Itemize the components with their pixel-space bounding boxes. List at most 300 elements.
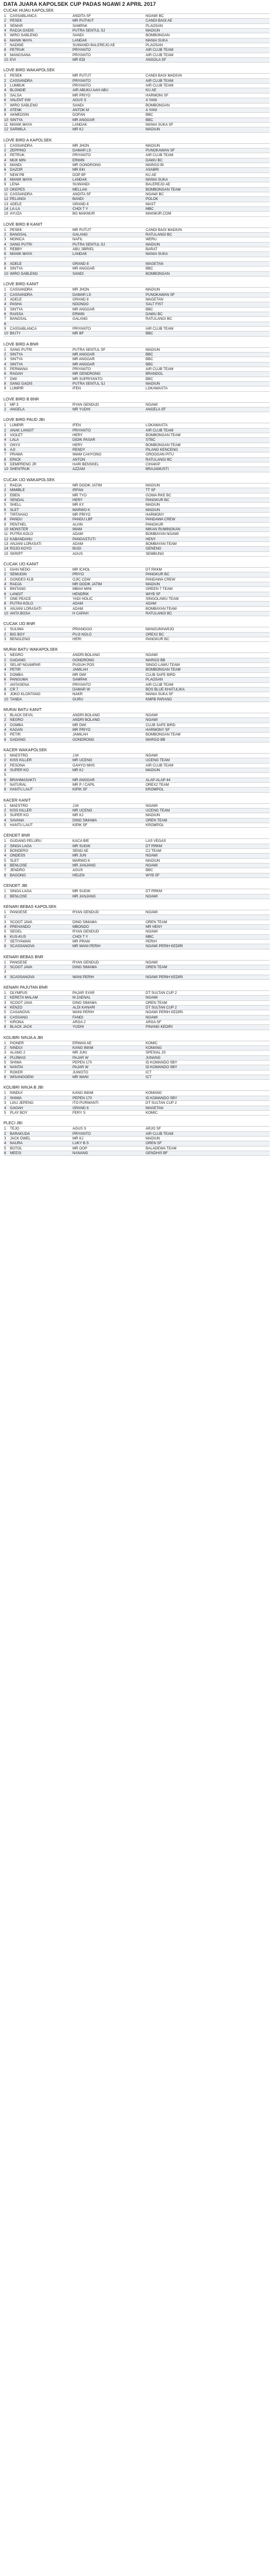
owner-cell: IRFAN [73, 488, 84, 493]
bird-name-cell: NEW PB [10, 172, 25, 177]
team-cell: MADIUN [146, 29, 160, 33]
owner-cell: IFEN [73, 423, 81, 428]
table-row [4, 267, 270, 271]
team-cell: UCENG TEAM [146, 809, 170, 813]
section-title: KENARI PAJUTAN BNR [4, 985, 48, 990]
owner-cell: RYAN GENDUD [73, 960, 99, 965]
table-row [4, 362, 270, 367]
bird-name-cell: PANDU [10, 517, 23, 522]
team-cell: OREN TEAM [146, 818, 167, 823]
bird-name-cell: PUTRA KOLO [10, 602, 33, 606]
owner-cell: WANI PERIH [73, 975, 94, 979]
owner-cell: SUWANDI [73, 182, 89, 187]
rank-cell: 6 [4, 372, 6, 377]
team-cell: BOMBAYAN NGAWI [146, 532, 179, 537]
rank-cell: 8 [4, 108, 6, 112]
results-table [4, 652, 270, 702]
team-cell: CIHAKIP [146, 462, 160, 467]
rank-cell: 6 [4, 934, 6, 939]
rank-cell: 10 [4, 187, 8, 192]
bird-name-cell: SHIWA [10, 1061, 22, 1065]
bird-name-cell: SCOOT JAVA [10, 920, 33, 924]
bird-name-cell: TEJO [10, 1127, 19, 1131]
team-cell: OREN TEAM [146, 1000, 167, 1005]
bird-name-cell: KERETA MALAM [10, 996, 38, 1000]
bird-name-cell: BOTOL [10, 1146, 22, 1151]
section-title: LOVE BIRD A BNR [4, 342, 39, 347]
owner-cell: ANDRI BOLANG [73, 653, 100, 658]
bird-name-cell: NEGRO [10, 718, 23, 723]
results-table [4, 227, 270, 277]
results-table [4, 960, 270, 980]
team-cell: MARGO BB [146, 658, 166, 662]
bird-name-cell: NADINE [10, 43, 24, 48]
table-row [4, 733, 270, 737]
team-cell: MADIUN [146, 813, 160, 818]
team-cell: BOMBONGAN TEAM [146, 668, 181, 672]
rank-cell: 1 [4, 227, 6, 232]
rank-cell: 11 [4, 122, 8, 127]
team-cell: SINGOLAWU TEAM [146, 597, 179, 602]
rank-cell: 5 [4, 33, 6, 38]
results-section [4, 417, 270, 472]
table-row [4, 1147, 270, 1151]
bird-name-cell: CR 7 [10, 687, 19, 692]
results-table [4, 1090, 270, 1116]
table-row [4, 197, 270, 202]
owner-cell: GURU [73, 697, 84, 702]
section-title: KACER KANIT [4, 798, 31, 803]
team-cell: KU AE [146, 172, 157, 177]
bird-name-cell: OLYMPUS [10, 990, 27, 995]
rank-cell: 8 [4, 382, 6, 386]
results-table [4, 73, 270, 132]
owner-cell: KIPIK SF [73, 788, 88, 792]
table-row [4, 783, 270, 788]
table-row [4, 237, 270, 242]
team-cell: BALADEWA TEAM [146, 1146, 177, 1151]
rank-cell: 8 [4, 262, 6, 267]
team-cell: BOMBAYAN TEAM [146, 606, 177, 611]
table-row [4, 74, 270, 78]
rank-cell: 1 [4, 567, 6, 572]
bird-name-cell: KISS KILLER [10, 809, 32, 813]
owner-cell: J.M [73, 803, 78, 808]
rank-cell: 1 [4, 910, 6, 914]
team-cell: JUNANG [146, 1055, 161, 1060]
bird-name-cell: SCOOT JAVA [10, 1000, 33, 1005]
team-cell: NGAWI PERIH KEDIRI [146, 944, 183, 949]
results-table [4, 13, 270, 63]
bird-name-cell: KABANDANU [10, 537, 33, 541]
owner-cell: MR WANI PERIH [73, 944, 101, 949]
rank-cell: 6 [4, 778, 6, 782]
rank-cell: 8 [4, 322, 6, 326]
rank-cell: 2 [4, 718, 6, 723]
bird-name-cell: WIRO SABLENG [10, 33, 38, 38]
results-section [4, 904, 270, 949]
team-cell: MR HENY [146, 924, 163, 929]
team-cell: OREN TEAM [146, 920, 167, 924]
owner-cell: J.M [73, 753, 78, 758]
bird-name-cell: LALA [10, 438, 19, 443]
team-cell: ICT [146, 1070, 152, 1075]
bird-name-cell: GIAN NEDO [10, 567, 30, 572]
table-row [4, 382, 270, 386]
team-cell: DAWU BC [146, 158, 163, 163]
team-cell: NGAWI [146, 960, 158, 965]
bird-name-cell: SUPER KO [10, 768, 29, 772]
team-cell: CANDI BAGI MADIUN [146, 227, 182, 232]
bird-name-cell: ANJANI LORASATI [10, 541, 42, 546]
bird-name-cell: PUTRA KOLO [10, 532, 33, 537]
owner-cell: MR GENDRONG [73, 372, 101, 377]
owner-cell: FERY S [73, 1110, 86, 1115]
table-row [4, 103, 270, 108]
owner-cell: AGUS [73, 551, 83, 556]
table-row [4, 1127, 270, 1131]
rank-cell: 5 [4, 93, 6, 98]
team-cell: CANDI BAGI AE [146, 19, 173, 23]
team-cell: NGAWI [146, 753, 158, 758]
owner-cell: YADI HOLIC [73, 597, 93, 602]
owner-cell: AGUS S [73, 98, 87, 103]
results-table [4, 402, 270, 413]
team-cell: PUNOKAWAN SF [146, 292, 175, 297]
table-row [4, 367, 270, 372]
team-cell: C2 TEAM [146, 849, 161, 854]
owner-cell: ADAM [73, 541, 83, 546]
table-row [4, 508, 270, 513]
team-cell: ASABRI [146, 168, 159, 172]
team-cell: GENDHIS BF [146, 1151, 168, 1155]
owner-cell: RYAN GENDUD [73, 930, 99, 934]
owner-cell: GAHYO MHS [73, 763, 95, 768]
owner-cell: PUJI NOLO [73, 632, 92, 637]
rank-cell: 9 [4, 267, 6, 271]
team-cell: POLOK [146, 197, 159, 202]
bird-name-cell: PERMANA [10, 367, 28, 371]
bird-name-cell: DWI [10, 377, 18, 381]
team-cell: MARGO BB [146, 737, 166, 742]
results-table [4, 910, 270, 949]
team-cell: MAKMUR.COM [146, 212, 171, 216]
rank-cell: 4 [4, 1055, 6, 1060]
rank-cell: 4 [4, 668, 6, 672]
bird-name-cell: SINTYA [10, 362, 23, 367]
team-cell: BOS BLUE KHATULIKA [146, 687, 185, 692]
team-cell: KROMPOL [146, 823, 164, 828]
team-cell: TT SF [146, 488, 156, 493]
rank-cell: 8 [4, 602, 6, 606]
table-row [4, 252, 270, 257]
owner-cell: NANANG [73, 1151, 88, 1155]
owner-cell: PEPEN 170 [73, 1061, 92, 1065]
results-table [4, 753, 270, 793]
team-cell: MADIUN [146, 382, 160, 386]
section-title: LOVE BIRD A KAPOLSEK [4, 138, 52, 143]
team-cell: PANGKUR BC [146, 637, 170, 642]
section-title: CUCAK IJO WAKAPOLSEK [4, 478, 55, 482]
rank-cell: 2 [4, 1096, 6, 1100]
team-cell: MBC [146, 934, 154, 939]
table-row [4, 587, 270, 592]
owner-cell: PRIYANTO [73, 53, 91, 57]
rank-cell: 3 [4, 297, 6, 302]
results-section [4, 833, 270, 878]
rank-cell: 1 [4, 1041, 6, 1045]
table-row [4, 1132, 270, 1137]
owner-cell: PRIYANTO [73, 1131, 91, 1136]
results-section [4, 621, 270, 642]
results-section [4, 647, 270, 702]
owner-cell: SAMPAK [73, 678, 88, 682]
team-cell: NGAWI [146, 996, 158, 1000]
table-row [4, 39, 270, 43]
team-cell: NGAWI [146, 803, 158, 808]
team-cell: NGAWI [146, 930, 158, 934]
rank-cell: 4 [4, 1141, 6, 1146]
rank-cell: 6 [4, 737, 6, 742]
section-title: CUCAK IJO KANIT [4, 562, 39, 567]
owner-cell: RYAN GENDUD [73, 910, 99, 914]
owner-cell: IMAM CAHYONO [73, 453, 102, 457]
section-title: LOVE BIRD WAKAPOLSEK [4, 68, 55, 73]
table-row [4, 975, 270, 980]
owner-cell: PRIYANTO [73, 48, 91, 53]
table-row [4, 458, 270, 462]
owner-cell: WANI PERIH [73, 1010, 94, 1015]
team-cell: BBC [146, 352, 153, 357]
team-cell: ADAM [146, 602, 156, 606]
team-cell: MIKAN RUMINGKAN [146, 527, 181, 531]
bird-name-cell: JOKO KLONTANG [10, 692, 41, 697]
rank-cell: 6 [4, 678, 6, 682]
results-section [4, 707, 270, 743]
rank-cell: 2 [4, 572, 6, 577]
team-cell: RATULANGI BC [146, 457, 173, 462]
bird-name-cell: JENDRO [10, 868, 25, 873]
rank-cell: 6 [4, 448, 6, 453]
table-row [4, 79, 270, 84]
bird-name-cell: SUPER KO [10, 813, 29, 818]
rank-cell: 2 [4, 996, 6, 1000]
table-row [4, 317, 270, 322]
rank-cell: 5 [4, 1010, 6, 1015]
table-row [4, 935, 270, 940]
owner-cell: MR DWI [73, 723, 87, 727]
rank-cell: 9 [4, 113, 6, 118]
team-cell: BBC [146, 307, 153, 312]
team-cell: BARAT [146, 247, 158, 252]
rank-cell: 4 [4, 582, 6, 586]
bird-name-cell: BENLOSE [10, 864, 27, 868]
bird-name-cell: CASANOVA [10, 1010, 30, 1015]
bird-name-cell: MANDI [10, 163, 22, 167]
bird-name-cell: ATENK [10, 108, 22, 112]
team-cell: MAGETAN [146, 1106, 164, 1110]
table-row [4, 24, 270, 29]
team-cell: NGAWI BC [146, 14, 164, 18]
table-row [4, 48, 270, 53]
bird-name-cell: PELANGI [10, 197, 26, 202]
owner-cell: MR PRIYO [73, 93, 91, 98]
rank-cell: 7 [4, 172, 6, 177]
owner-cell: MR ANGGAR [73, 357, 95, 362]
rank-cell: 12 [4, 537, 8, 541]
owner-cell: MR SUPRIYANTO [73, 377, 102, 381]
owner-cell: YUDHI [73, 1025, 84, 1030]
rank-cell: 7 [4, 868, 6, 873]
rank-cell: 1 [4, 402, 6, 407]
owner-cell: IFEN [73, 386, 81, 391]
table-row [4, 288, 270, 292]
owner-cell: MR JUN [73, 854, 87, 858]
owner-cell: MR JHON [73, 143, 89, 148]
bird-name-cell: SELAP NGAMPAR [10, 663, 41, 668]
bird-name-cell: MONSTER [10, 527, 28, 531]
rank-cell: 3 [4, 84, 6, 88]
owner-cell: CHOI T Y [73, 934, 88, 939]
bird-name-cell: KENZO [10, 1006, 23, 1010]
table-row [4, 1101, 270, 1106]
table-row [4, 1010, 270, 1015]
rank-cell: 5 [4, 773, 6, 778]
owner-cell: NAFIL [73, 237, 83, 242]
team-cell: MAST [146, 202, 156, 206]
rank-cell: 1 [4, 889, 6, 894]
section-title: KOLIBRI NINJA B JBI [4, 1086, 44, 1090]
rank-cell: 5 [4, 163, 6, 167]
bird-name-cell: HANTU LAUT [10, 788, 33, 792]
bird-name-cell: REBBY [10, 247, 22, 252]
owner-cell: MR ANGGAR [73, 362, 95, 367]
bird-name-cell: SANG PUTRI [10, 242, 32, 247]
bird-name-cell: PRAMA [10, 453, 23, 457]
owner-cell: PRIYANTO [73, 682, 91, 687]
team-cell: KOMANG [146, 1046, 162, 1051]
team-cell: OREN SF [146, 1141, 162, 1146]
owner-cell: GRAND 8 [73, 202, 89, 206]
owner-cell: MR SUGIK [73, 889, 91, 894]
rank-cell: 5 [4, 443, 6, 447]
table-row [4, 84, 270, 88]
team-cell: RATULANGI BC [146, 233, 173, 237]
table-row [4, 768, 270, 773]
bird-name-cell: CASSABLANCA [10, 326, 37, 331]
team-cell: BBC [146, 357, 153, 362]
bird-name-cell: MANIK MAYA [10, 177, 32, 182]
owner-cell: SAMPAK [73, 23, 88, 28]
table-row [4, 1091, 270, 1096]
rank-cell: 6 [4, 168, 6, 172]
bird-name-cell: PESEK [10, 227, 22, 232]
table-row [4, 788, 270, 792]
team-cell: PANGKUR BC [146, 498, 170, 502]
results-section [4, 798, 270, 828]
team-cell: LAS VEGAS [146, 839, 166, 844]
owner-cell: GONDRONG [73, 658, 95, 662]
owner-cell [73, 773, 146, 777]
owner-cell: PUTRA SENTUL SJ [73, 382, 105, 386]
team-cell: NGAWI [146, 713, 158, 717]
bird-name-cell: AYUZA [10, 212, 22, 216]
team-cell: NGAWI PERIH KEDIRI [146, 975, 183, 979]
bird-name-cell: SINTYA [10, 118, 23, 122]
rank-cell: 2 [4, 292, 6, 297]
bird-name-cell: SANG PUTRI [10, 347, 32, 352]
section-title: KACER WAKAPOLSEK [4, 748, 47, 752]
bird-name-cell: ROKER [10, 1070, 23, 1075]
rank-cell: 1 [4, 990, 6, 995]
bird-name-cell: SINTYA [10, 357, 23, 362]
bird-name-cell: TANDA [10, 697, 22, 702]
team-cell: KOMIC [146, 1110, 158, 1115]
bird-name-cell: MANGSANA [10, 53, 31, 57]
bird-name-cell: SCASSANOVA [10, 975, 35, 979]
table-row [4, 1071, 270, 1075]
team-cell: PLAOSAN [146, 678, 163, 682]
bird-name-cell: SEMAR [10, 23, 23, 28]
owner-cell: AGUS S [73, 1127, 87, 1131]
bird-name-cell: MUK MIN [10, 158, 26, 163]
team-cell: DAWU BC [146, 312, 163, 316]
table-row [4, 920, 270, 925]
bird-name-cell: BIUTY [10, 332, 21, 336]
rank-cell: 9 [4, 326, 6, 331]
owner-cell: MR DODIK JATIM [73, 582, 102, 586]
bird-name-cell: BANGSAL [10, 317, 27, 322]
table-row [4, 257, 270, 262]
table-row [4, 19, 270, 23]
team-cell: AIR CLUB TEAM [146, 763, 174, 768]
team-cell: DT SULTAN CUP 2 [146, 1006, 177, 1010]
rank-cell: 2 [4, 352, 6, 357]
table-row [4, 493, 270, 498]
table-row [4, 532, 270, 537]
owner-cell: ADAM [73, 602, 83, 606]
table-row [4, 663, 270, 668]
results-table [4, 713, 270, 743]
rank-cell: 14 [4, 547, 8, 551]
owner-cell: MR KY [73, 503, 84, 507]
owner-cell: ABU JIBRIEL [73, 247, 95, 252]
rank-cell: 7 [4, 43, 6, 48]
owner-cell: LANDAK [73, 177, 87, 182]
owner-cell: LANDAK [73, 122, 87, 127]
team-cell: AIR CLUB TEAM [146, 367, 174, 371]
rank-cell: 10 [4, 527, 8, 531]
rank-cell: 13 [4, 202, 8, 206]
rank-cell: 8 [4, 788, 6, 792]
bird-name-cell: SALSA [10, 93, 22, 98]
bird-name-cell: ROJO KOYO [10, 547, 32, 551]
bird-name-cell: HANTU LAUT [10, 823, 33, 828]
table-row [4, 108, 270, 113]
bird-name-cell: BANGSAL [10, 233, 27, 237]
rank-cell: 4 [4, 242, 6, 247]
owner-cell: JAMILAH [73, 668, 88, 672]
owner-cell: CHOI T Y [73, 207, 88, 212]
team-cell: DT SULTAN CUP 2 [146, 1101, 177, 1106]
bird-name-cell: SINGA LAGA [10, 844, 32, 848]
owner-cell: MR ANGGAR [73, 307, 95, 312]
rank-cell: 6 [4, 1065, 6, 1070]
table-row [4, 202, 270, 207]
bird-name-cell: KIRONA [10, 1020, 24, 1025]
owner-cell: MR PRAM [73, 939, 90, 944]
rank-cell: 3 [4, 493, 6, 498]
